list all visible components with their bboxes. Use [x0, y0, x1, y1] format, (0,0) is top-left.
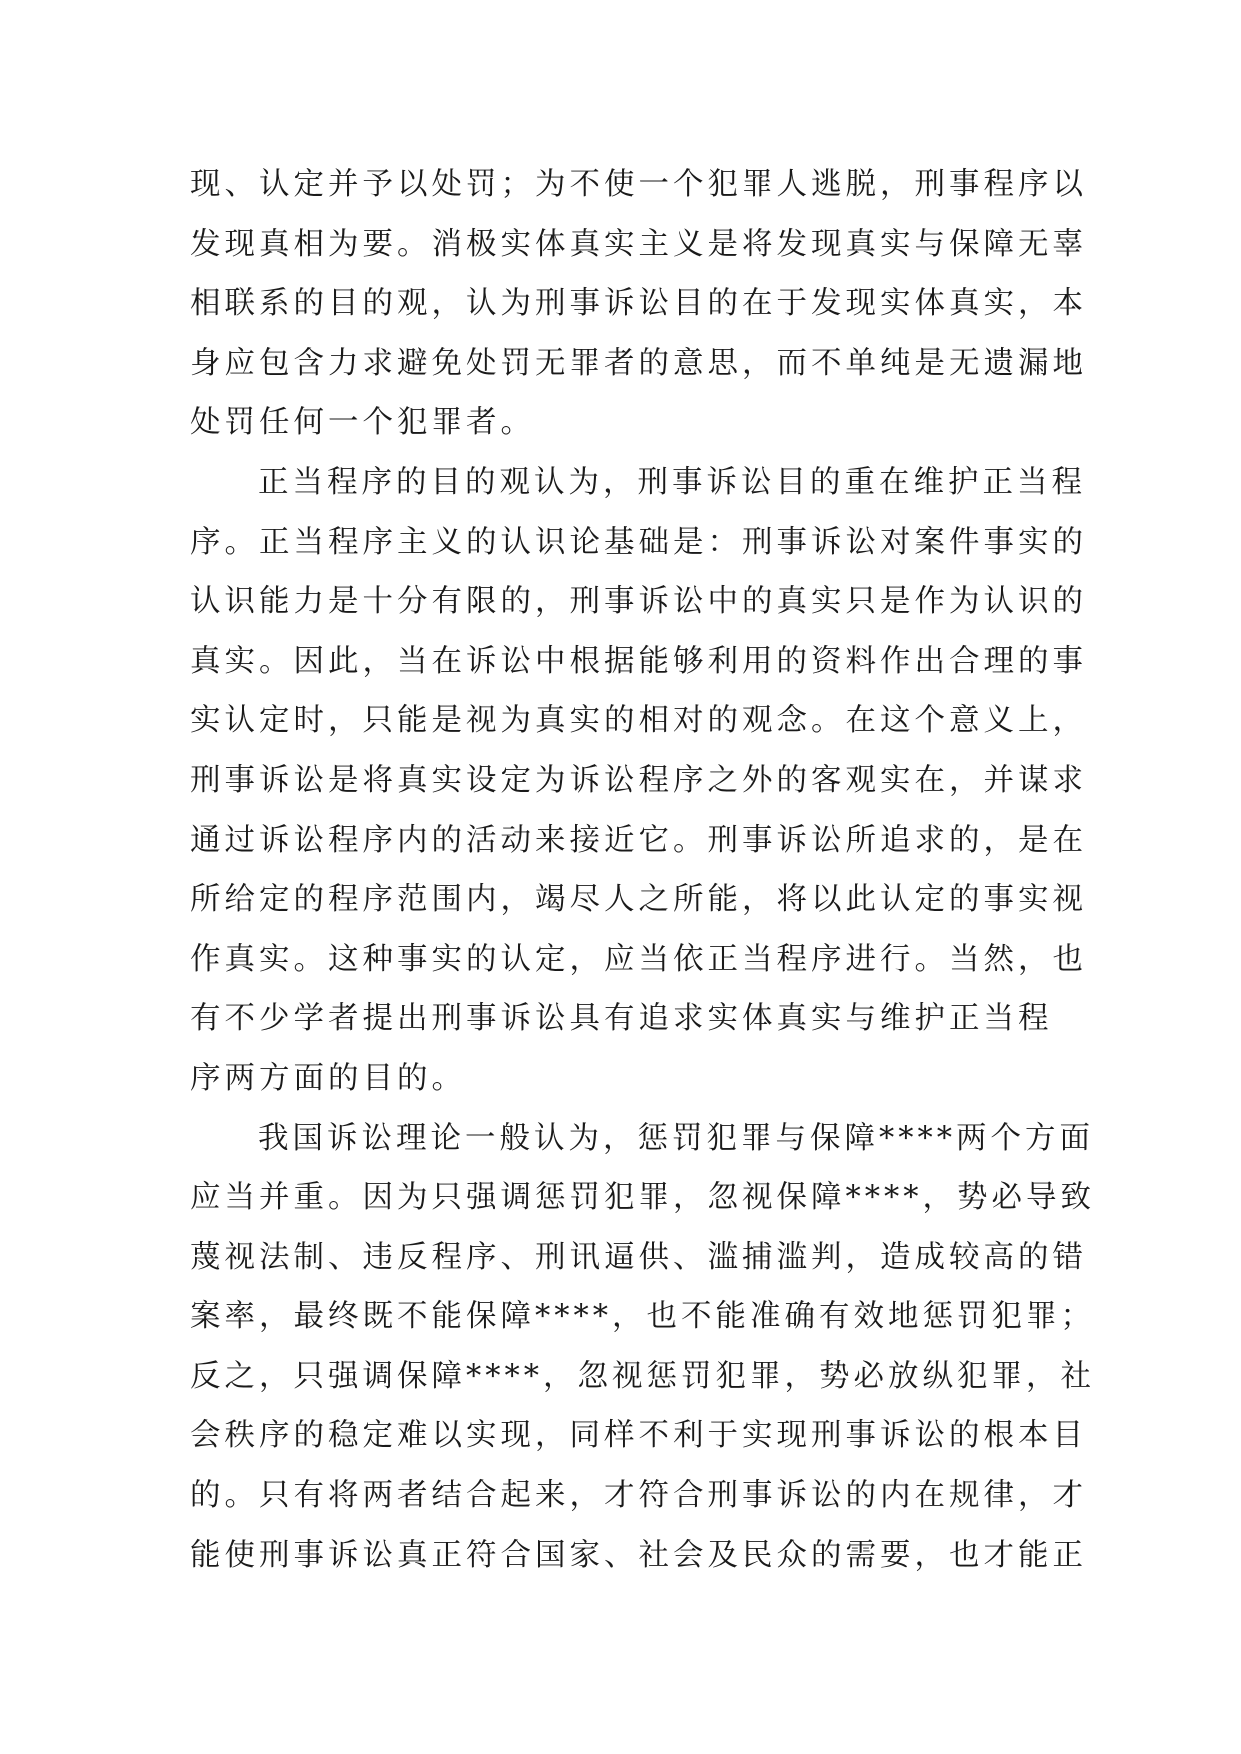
- document-body: [190, 155, 1095, 1585]
- text-line: 认识能力是十分有限的，刑事诉讼中的真实只是作为认识的: [190, 584, 1087, 620]
- text-line: 能使刑事诉讼真正符合国家、社会及民众的需要，也才能正: [190, 1537, 1087, 1573]
- text-line: 序两方面的目的。: [190, 1060, 466, 1096]
- text-line: 作真实。这种事实的认定，应当依正当程序进行。当然，也: [190, 941, 1087, 977]
- text-line: 处罚任何一个犯罪者。: [190, 405, 535, 441]
- text-line: 的。只有将两者结合起来，才符合刑事诉讼的内在规律，才: [190, 1478, 1087, 1514]
- text-line: 正当程序的目的观认为，刑事诉讼目的重在维护正当程: [258, 464, 1086, 500]
- text-line: 通过诉讼程序内的活动来接近它。刑事诉讼所追求的，是在: [190, 822, 1087, 858]
- text-line: 身应包含力求避免处罚无罪者的意思，而不单纯是无遗漏地: [190, 345, 1087, 381]
- text-line: 序。正当程序主义的认识论基础是：刑事诉讼对案件事实的: [190, 524, 1087, 560]
- text-line: 会秩序的稳定难以实现，同样不利于实现刑事诉讼的根本目: [190, 1418, 1087, 1454]
- text-line: 应当并重。因为只强调惩罚犯罪，忽视保障****，势必导致: [190, 1180, 1095, 1216]
- text-line: 有不少学者提出刑事诉讼具有追求实体真实与维护正当程: [190, 1001, 1053, 1037]
- text-line: 实认定时，只能是视为真实的相对的观念。在这个意义上，: [190, 703, 1087, 739]
- text-line: 我国诉讼理论一般认为，惩罚犯罪与保障****两个方面: [258, 1120, 1094, 1156]
- text-line: 刑事诉讼是将真实设定为诉讼程序之外的客观实在，并谋求: [190, 762, 1087, 798]
- text-line: 案率，最终既不能保障****，也不能准确有效地惩罚犯罪；: [190, 1299, 1095, 1335]
- text-line: 反之，只强调保障****，忽视惩罚犯罪，势必放纵犯罪，社: [190, 1358, 1095, 1394]
- text-line: 现、认定并予以处罚；为不使一个犯罪人逃脱，刑事程序以: [190, 167, 1087, 202]
- text-line: 相联系的目的观，认为刑事诉讼目的在于发现实体真实，本: [190, 286, 1087, 322]
- text-line: 真实。因此，当在诉讼中根据能够利用的资料作出合理的事: [190, 643, 1087, 679]
- text-line: 所给定的程序范围内，竭尽人之所能，将以此认定的事实视: [190, 882, 1087, 918]
- text-line: 蔑视法制、违反程序、刑讯逼供、滥捕滥判，造成较高的错: [190, 1239, 1087, 1275]
- text-line: 发现真相为要。消极实体真实主义是将发现真实与保障无辜: [190, 226, 1087, 262]
